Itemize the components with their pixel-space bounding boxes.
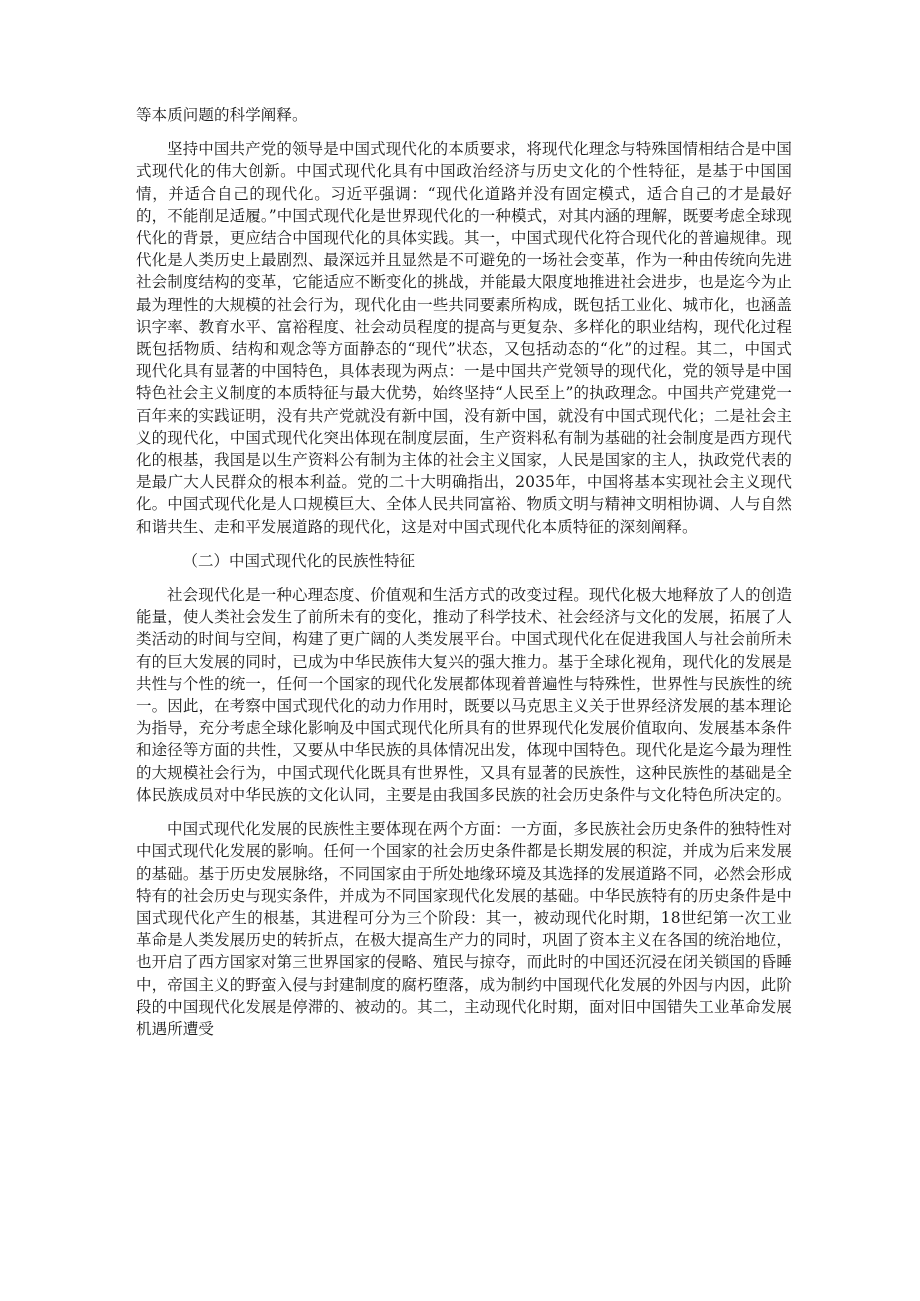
- paragraph-essence-requirement: 坚持中国共产党的领导是中国式现代化的本质要求，将现代化理念与特殊国情相结合是中国式现代化的伟大创新。中国式现代化具有中国政治经济与历史文化的个性特征，是基于中国国情，并适合自己的现代化。习近平强调：“现代化道路并没有固定模式，适合自己的才是最好的，不能削足适履。”中国式现代化是世界现代化的一种模式，对其内涵的理解，既要考虑全球现代化的背景，更应结合中国现代化的具体实践。其一，中国式现代化符合现代化的普遍规律。现代化是人类历史上最剧烈、最深远并且显然是不可避免的一场社会变革，作为一种由传统向先进社会制度结构的变革，它能适应不断变化的挑战，并能最大限度地推进社会进步，也是迄今为止最为理性的大规模的社会行为，现代化由一些共同要素所构成，既包括工业化、城市化，也涵盖识字率、教育水平、富裕程度、社会动员程度的提高与更复杂、多样化的职业结构，现代化过程既包括物质、结构和观念等方面静态的“现代”状态，又包括动态的“化”的过程。其二，中国式现代化具有显著的中国特色，具体表现为两点：一是中国共产党领导的现代化，党的领导是中国特色社会主义制度的本质特征与最大优势，始终坚持“人民至上”的执政理念。中国共产党建党一百年来的实践证明，没有共产党就没有新中国，没有新中国，就没有中国式现代化；二是社会主义的现代化，中国式现代化突出体现在制度层面，生产资料私有制为基础的社会制度是西方现代化的根基，我国是以生产资料公有制为主体的社会主义国家，人民是国家的主人，执政党代表的是最广大人民群众的根本利益。党的二十大明确指出，2035年，中国将基本实现社会主义现代化。中国式现代化是人口规模巨大、全体人民共同富裕、物质文明与精神文明相协调、人与自然和谐共生、走和平发展道路的现代化，这是对中国式现代化本质特征的深刻阐释。: [136, 140, 792, 536]
- paragraph-ethnic-aspects: 中国式现代化发展的民族性主要体现在两个方面：一方面，多民族社会历史条件的独特性对中国式现代化发展的影响。任何一个国家的社会历史条件都是长期发展的积淀，并成为后来发展的基础。基于历史发展脉络，不同国家由于所处地缘环境及其选择的发展道路不同，必然会形成特有的社会历史与现实条件，并成为不同国家现代化发展的基础。中华民族特有的历史条件是中国式现代化产生的根基，其进程可分为三个阶段：其一，被动现代化时期，18世纪第一次工业革命是人类发展历史的转折点，在极大提高生产力的同时，巩固了资本主义在各国的统治地位，也开启了西方国家对第三世界国家的侵略、殖民与掠夺，而此时的中国还沉浸在闭关锁国的昏睡中，帝国主义的野蛮入侵与封建制度的腐朽堕落，成为制约中国现代化发展的外因与内因，此阶段的中国现代化发展是停滞的、被动的。其二，主动现代化时期，面对旧中国错失工业革命发展机遇所遭受: [136, 820, 792, 1038]
- section-heading-ethnic-features: （二）中国式现代化的民族性特征: [182, 551, 416, 570]
- paragraph-continued: 等本质问题的科学阐释。: [136, 106, 308, 124]
- paragraph-social-modernization: 社会现代化是一种心理态度、价值观和生活方式的改变过程。现代化极大地释放了人的创造能量，使人类社会发生了前所未有的变化，推动了科学技术、社会经济与文化的发展，拓展了人类活动的时间与空间，构建了更广阔的人类发展平台。中国式现代化在促进我国人与社会前所未有的巨大发展的同时，已成为中华民族伟大复兴的强大推力。基于全球化视角，现代化的发展是共性与个性的统一，任何一个国家的现代化发展都体现着普遍性与特殊性，世界性与民族性的统一。因此，在考察中国式现代化的动力作用时，既要以马克思主义关于世界经济发展的基本理论为指导，充分考虑全球化影响及中国式现代化所具有的世界现代化发展价值取向、发展基本条件和途径等方面的共性，又要从中华民族的具体情况出发，体现中国特色。现代化是迄今最为理性的大规模社会行为，中国式现代化既具有世界性，又具有显著的民族性，这种民族性的基础是全体民族成员对中华民族的文化认同，主要是由我国多民族的社会历史条件与文化特色所决定的。: [136, 586, 792, 804]
- document-body: [136, 104, 792, 1052]
